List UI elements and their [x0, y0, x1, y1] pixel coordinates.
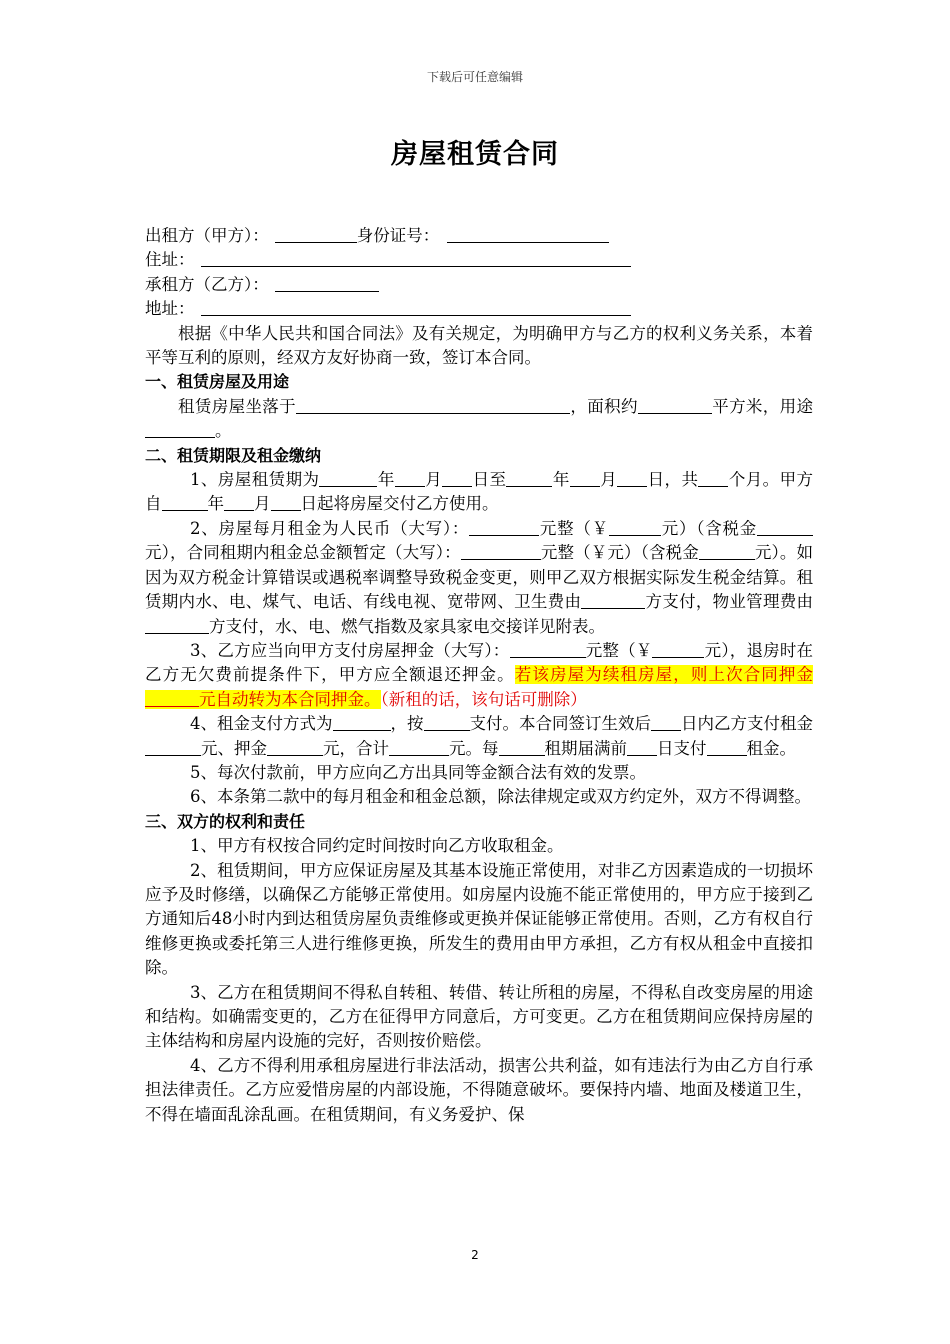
s3-para2: 2、租赁期间，甲方应保证房屋及其基本设施正常使用，对非乙方因素造成的一切损坏应予及时修缮，以确保乙方能够正常使用。如房屋内设施不能正常使用的，甲方应于接到乙方通知后48小时内到达租赁房屋负责维修或更换并保证能够正常使用。否则，乙方有权自行维修更换或委托第三人进行维修更换，所发生的费用由甲方承担，乙方有权从租金中直接扣除。	[145, 860, 813, 978]
s3-para4: 4、乙方不得利用承租房屋进行非法活动，损害公共利益，如有违法行为由乙方自行承担法律责任。乙方应爱惜房屋的内部设施，不得随意破坏。要保持内墙、地面及楼道卫生，不得在墙面乱涂乱画。在租赁期间，有义务爱护、保	[145, 1055, 813, 1124]
intro-paragraph: 根据《中华人民共和国合同法》及有关规定，为明确甲方与乙方的权利义务关系，本着平等互利的原则，经双方友好协商一致，签订本合同。	[145, 323, 813, 368]
highlight-text: 元自动转为本合同押金。	[199, 689, 381, 709]
blank	[651, 713, 681, 731]
s2p2-text: 方支付，物业管理费由	[645, 592, 814, 612]
blank	[395, 469, 425, 487]
blank	[707, 738, 747, 756]
s2p3-text: 3、乙方应当向甲方支付房屋押金（大写）：	[190, 640, 510, 660]
s2p2-text: 元）（含税金	[660, 518, 758, 538]
highlight-text: 则上次合同押金	[690, 665, 814, 685]
s2p1-text: 日至	[472, 470, 507, 490]
blank	[570, 469, 600, 487]
blank	[652, 640, 704, 658]
s2-para3	[145, 639, 813, 712]
s2p1-text: 年	[552, 470, 570, 490]
s2p1-text: 月	[599, 470, 618, 490]
s2p1-text: 1、房屋租赁期为	[190, 470, 320, 490]
s2p3-text: 元整（￥	[585, 640, 653, 660]
usage-blank	[145, 420, 215, 438]
s2p1-text: 月	[254, 494, 271, 514]
s2p2-text: 元整（￥	[540, 543, 608, 563]
blank	[627, 738, 657, 756]
section3-heading: 三、双方的权利和责任	[145, 811, 306, 831]
address1-label: 住址：	[145, 250, 195, 270]
section1-paragraph	[145, 395, 813, 444]
blank	[145, 738, 201, 756]
lessor-blank	[275, 225, 357, 243]
s2p4-text: 租金。	[746, 738, 796, 758]
blank	[469, 518, 539, 536]
blank	[145, 616, 209, 634]
blank	[442, 469, 472, 487]
blank	[333, 713, 391, 731]
blank	[319, 469, 377, 487]
s2p2-text: 元），合同租期内租金总金额暂定（大写）：	[145, 543, 461, 563]
s2p2-text: 元）（含税金	[607, 543, 699, 563]
blank	[506, 469, 552, 487]
s2p4-text: 元、押金	[201, 738, 267, 758]
blank	[267, 738, 323, 756]
s2p1-text: 个月。甲方自	[145, 470, 814, 514]
blank	[499, 738, 545, 756]
contract-body	[145, 224, 813, 1127]
s1-text: 租赁房屋坐落于	[178, 396, 297, 416]
s2p1-text: 年	[377, 470, 395, 490]
lessee-label: 承租方（乙方）：	[145, 274, 269, 294]
area-blank	[638, 396, 712, 414]
blank	[699, 542, 755, 560]
address2-label: 地址：	[145, 299, 195, 319]
s2-para6: 6、本条第二款中的每月租金和租金总额，除法律规定或双方约定外，双方不得调整。	[190, 787, 811, 807]
page-number: 2	[471, 1248, 479, 1262]
s2p1-text: 日起将房屋交付乙方使用。	[300, 494, 499, 514]
address2-blank	[201, 298, 631, 316]
blank	[224, 493, 254, 511]
blank	[461, 542, 541, 560]
blank	[145, 689, 199, 707]
blank	[581, 591, 645, 609]
id-label: 身份证号：	[356, 226, 440, 245]
s1-text: ，面积约	[570, 396, 638, 416]
s2p1-text: 年	[207, 494, 224, 514]
address2-line	[145, 297, 813, 321]
s2p3-text: 元），退房时在乙方无欠费前提条件下，甲方应全额退还押金。	[145, 640, 813, 685]
s2p4-text: 4、租金支付方式为	[190, 714, 333, 734]
s3-para1: 1、甲方有权按合同约定时间按时向乙方收取租金。	[190, 836, 564, 856]
blank	[617, 469, 647, 487]
deletion-note: （新租的话，该句话可删除）	[380, 689, 587, 709]
section2-heading: 二、租赁期限及租金缴纳	[145, 445, 322, 465]
s2-para5: 5、每次付款前，甲方应向乙方出具同等金额合法有效的发票。	[190, 762, 646, 782]
s2p1-text: 日，共	[647, 470, 699, 490]
s2p4-text: 元，合计	[323, 738, 389, 758]
s2-para2	[145, 517, 813, 639]
s3-para3: 3、乙方在租赁期间不得私自转租、转借、转让所租的房屋，不得私自改变房屋的用途和结构。如确需变更的，乙方在征得甲方同意后，方可变更。乙方在租赁期间应保持房屋的主体结构和房屋内设施的完好，否则按价赔偿。	[145, 982, 813, 1051]
s2p2-text: 方支付，水、电、燃气指数及家具家电交接详见附表。	[209, 616, 605, 636]
s2p2-text: 元整（￥	[539, 518, 609, 538]
highlight-text: 若该房屋为续租房屋，	[514, 665, 691, 685]
id-blank	[447, 225, 609, 243]
lessee-blank	[275, 274, 379, 292]
address1-blank	[201, 249, 631, 267]
s2p4-text: 支付。本合同签订生效后	[469, 714, 651, 734]
lessor-label: 出租方（甲方）：	[145, 226, 269, 245]
s2p4-text: 日内乙方支付租金	[681, 714, 813, 734]
blank	[609, 518, 661, 536]
blank	[698, 469, 728, 487]
address1-line	[145, 248, 813, 272]
s2p2-text: 2、房屋每月租金为人民币（大写）：	[190, 518, 470, 538]
section1-heading: 一、租赁房屋及用途	[145, 372, 290, 392]
blank	[510, 640, 586, 658]
lessor-line	[145, 224, 813, 248]
s2-para1	[145, 468, 813, 517]
blank	[271, 493, 301, 511]
blank	[757, 518, 813, 536]
page-header: 下载后可任意编辑	[426, 70, 523, 84]
location-blank	[296, 396, 570, 414]
s2p1-text: 月	[424, 470, 443, 490]
lessee-line	[145, 273, 813, 297]
document-title: 房屋租赁合同	[391, 139, 559, 170]
s2p4-text: 租期届满前	[544, 738, 627, 758]
s1-text: 。	[215, 421, 232, 441]
s1-text: 平方米，用途	[711, 396, 814, 416]
s2p4-text: 元。每	[449, 738, 499, 758]
s2p4-text: ，按	[390, 714, 424, 734]
s2-para4	[145, 712, 813, 761]
s2p2-text: 元）。如因为双方税金计算错误或遇税率调整导致税金变更，则甲乙双方根据实际发生税金结算。租赁期内水、电、煤气、电话、有线电视、宽带网、卫生费由	[145, 543, 814, 612]
blank	[162, 493, 208, 511]
blank	[389, 738, 449, 756]
s2p4-text: 日支付	[657, 738, 707, 758]
blank	[424, 713, 470, 731]
